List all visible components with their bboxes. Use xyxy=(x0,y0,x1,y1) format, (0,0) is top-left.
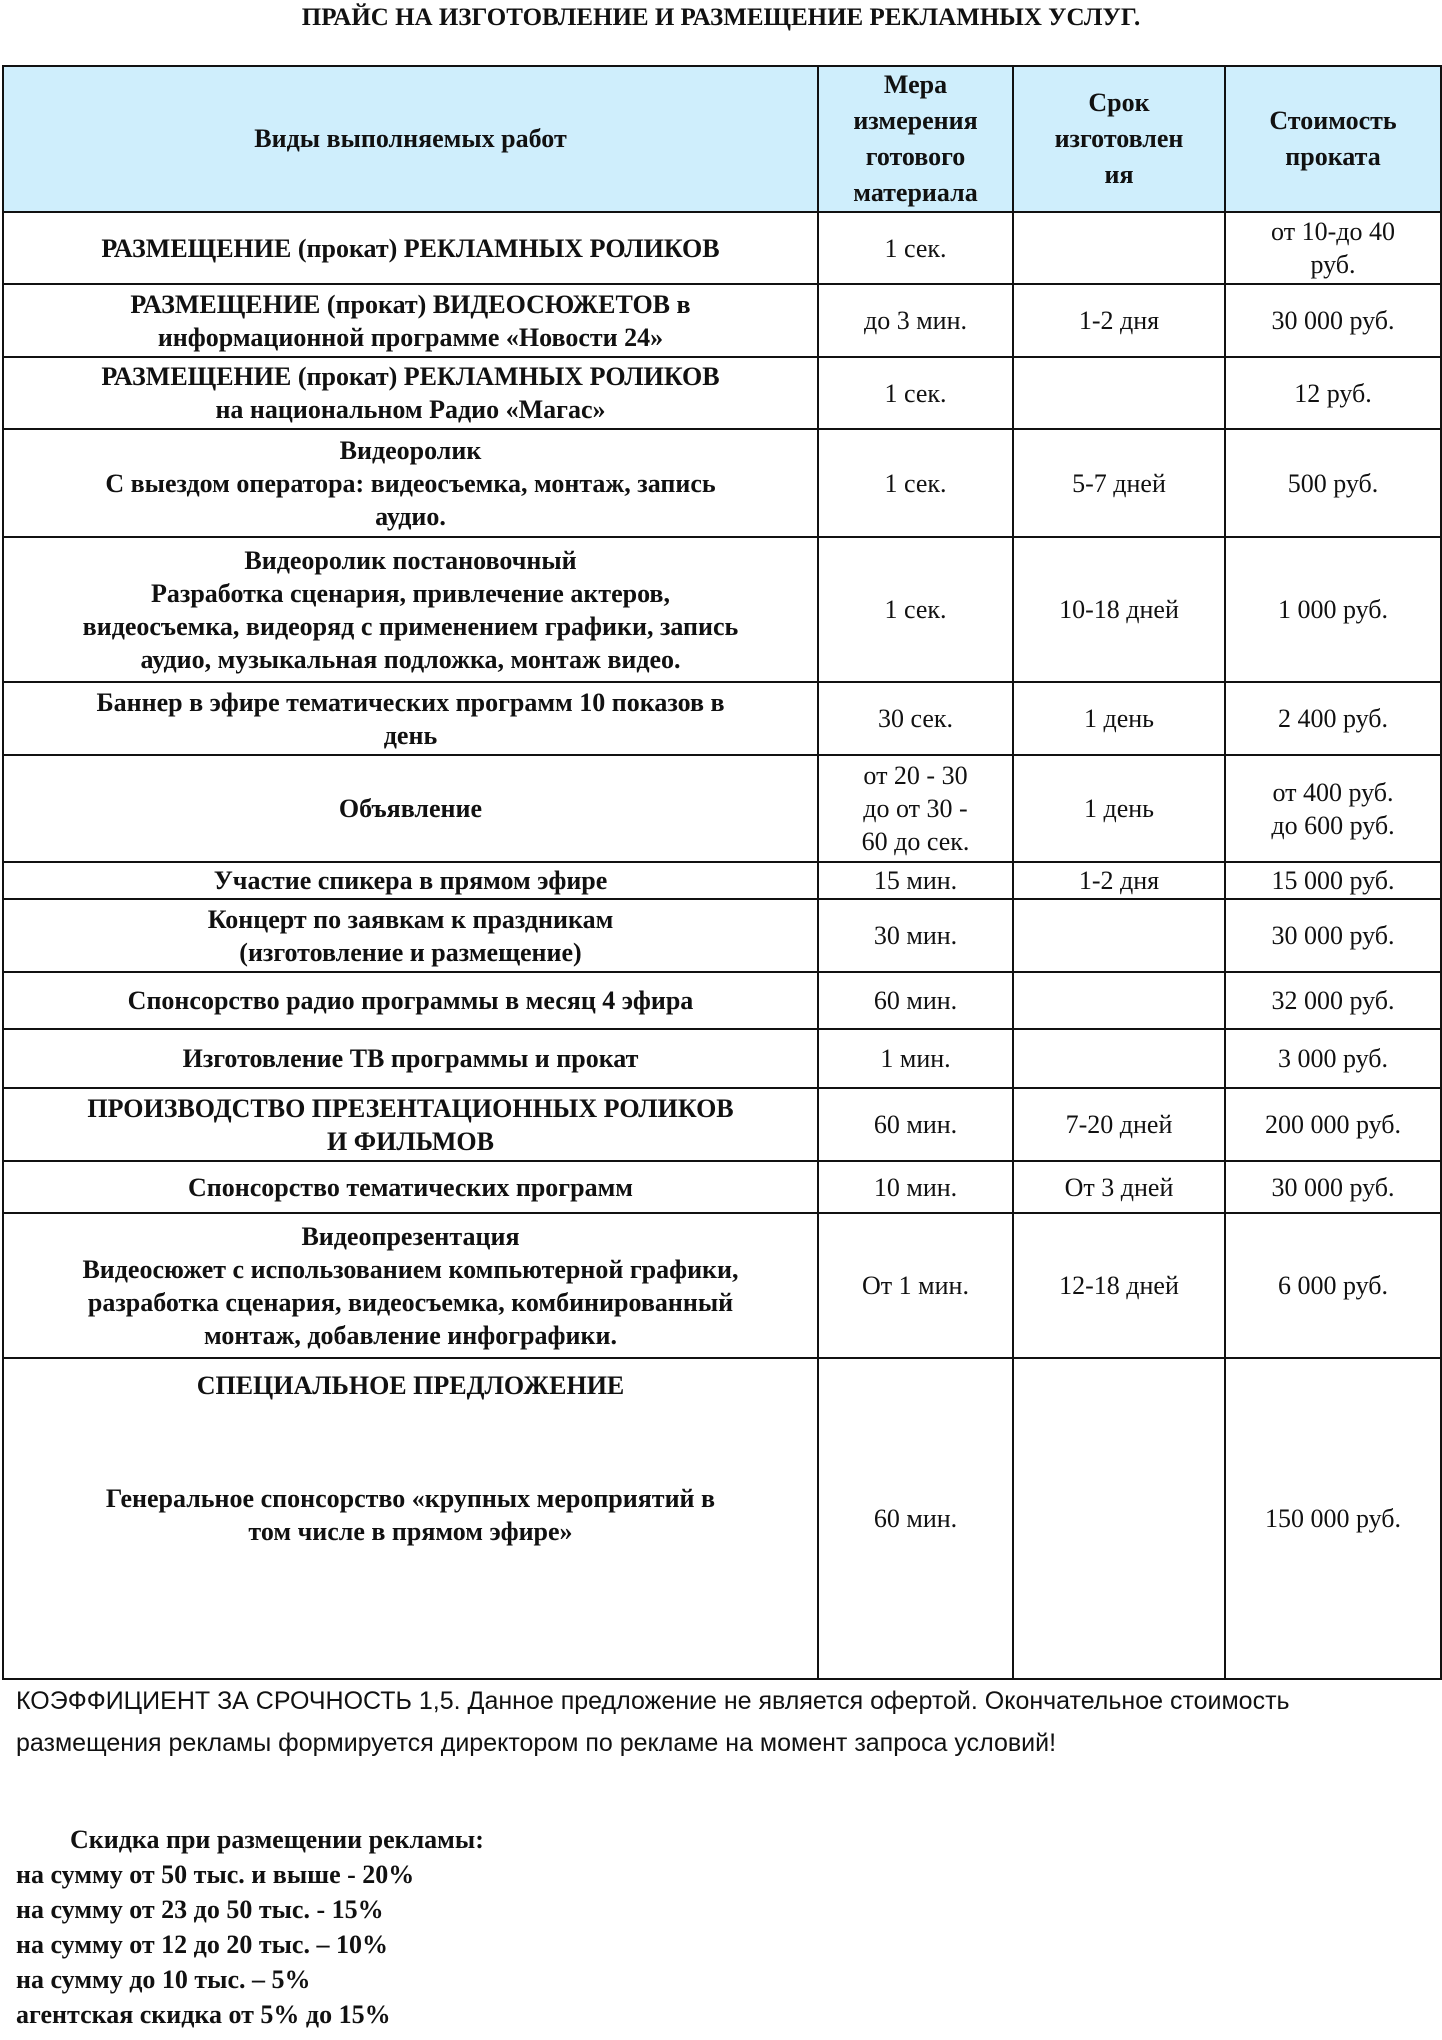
header-price: Стоимость проката xyxy=(1225,66,1441,212)
table-row xyxy=(3,429,1441,537)
header-measure: Мера измерения готового материала xyxy=(818,66,1013,212)
table-row xyxy=(3,1161,1441,1213)
cell-measure: 60 мин. xyxy=(818,972,1013,1029)
cell-work: Объявление xyxy=(3,755,818,862)
cell-price: от 10-до 40 руб. xyxy=(1225,212,1441,284)
table-row xyxy=(3,899,1441,972)
cell-price: 6 000 руб. xyxy=(1225,1213,1441,1358)
cell-term xyxy=(1013,1358,1225,1679)
discount-item: на сумму до 10 тыс. – 5% xyxy=(16,1965,311,1994)
cell-term: 1 день xyxy=(1013,755,1225,862)
cell-measure: 10 мин. xyxy=(818,1161,1013,1213)
cell-measure: 30 сек. xyxy=(818,682,1013,755)
cell-work: ПРОИЗВОДСТВО ПРЕЗЕНТАЦИОННЫХ РОЛИКОВ И ФИЛЬМОВ xyxy=(3,1088,818,1161)
cell-work: Видеоролик С выездом оператора: видеосъемка, монтаж, запись аудио. xyxy=(3,429,818,537)
discount-item: на сумму от 23 до 50 тыс. - 15% xyxy=(16,1895,384,1924)
discount-item: на сумму от 12 до 20 тыс. – 10% xyxy=(16,1930,388,1959)
special-offer-text: Генеральное спонсорство «крупных мероприятий в том числе в прямом эфире» xyxy=(105,1484,716,1546)
cell-term: 5-7 дней xyxy=(1013,429,1225,537)
table-header-row xyxy=(3,66,1441,212)
cell-term: 1 день xyxy=(1013,682,1225,755)
cell-measure: 60 мин. xyxy=(818,1358,1013,1679)
cell-term xyxy=(1013,357,1225,429)
table-row xyxy=(3,1029,1441,1088)
cell-price: от 400 руб. до 600 руб. xyxy=(1225,755,1441,862)
discount-item: на сумму от 50 тыс. и выше - 20% xyxy=(16,1860,415,1889)
table-row xyxy=(3,537,1441,682)
cell-term: 10-18 дней xyxy=(1013,537,1225,682)
header-term: Срок изготовлен ия xyxy=(1013,66,1225,212)
cell-price: 12 руб. xyxy=(1225,357,1441,429)
cell-work: Участие спикера в прямом эфире xyxy=(3,862,818,899)
cell-price: 30 000 руб. xyxy=(1225,1161,1441,1213)
cell-price: 32 000 руб. xyxy=(1225,972,1441,1029)
discounts-heading: Скидка при размещении рекламы: xyxy=(70,1825,484,1854)
table-row xyxy=(3,357,1441,429)
table-row xyxy=(3,1088,1441,1161)
discount-item: агентская скидка от 5% до 15% xyxy=(16,2000,391,2029)
cell-price: 3 000 руб. xyxy=(1225,1029,1441,1088)
cell-price: 2 400 руб. xyxy=(1225,682,1441,755)
cell-measure: 60 мин. xyxy=(818,1088,1013,1161)
cell-price: 200 000 руб. xyxy=(1225,1088,1441,1161)
table-row xyxy=(3,284,1441,357)
cell-work: Видеопрезентация Видеосюжет с использованием компьютерной графики, разработка сценария, видеосъемка, комбинированный монтаж, добавление инфографики. xyxy=(3,1213,818,1358)
cell-term xyxy=(1013,899,1225,972)
cell-term xyxy=(1013,1029,1225,1088)
table-row xyxy=(3,682,1441,755)
table-row xyxy=(3,212,1441,284)
cell-measure: 15 мин. xyxy=(818,862,1013,899)
cell-measure: 1 сек. xyxy=(818,357,1013,429)
table-row xyxy=(3,755,1441,862)
cell-work: Концерт по заявкам к праздникам (изготовление и размещение) xyxy=(3,899,818,972)
table-row xyxy=(3,972,1441,1029)
special-offer-title: СПЕЦИАЛЬНОЕ ПРЕДЛОЖЕНИЕ xyxy=(196,1371,625,1400)
table-row-special-offer xyxy=(3,1358,1441,1679)
cell-term: От 3 дней xyxy=(1013,1161,1225,1213)
cell-term xyxy=(1013,972,1225,1029)
cell-price: 30 000 руб. xyxy=(1225,899,1441,972)
cell-measure: 30 мин. xyxy=(818,899,1013,972)
cell-term xyxy=(1013,212,1225,284)
cell-work: Спонсорство радио программы в месяц 4 эфира xyxy=(3,972,818,1029)
cell-price: 1 000 руб. xyxy=(1225,537,1441,682)
cell-measure: 1 сек. xyxy=(818,429,1013,537)
discounts-block xyxy=(16,1822,916,2032)
cell-work: РАЗМЕЩЕНИЕ (прокат) РЕКЛАМНЫХ РОЛИКОВ на национальном Радио «Магас» xyxy=(3,357,818,429)
cell-work: Баннер в эфире тематических программ 10 показов в день xyxy=(3,682,818,755)
cell-term: 7-20 дней xyxy=(1013,1088,1225,1161)
cell-price: 15 000 руб. xyxy=(1225,862,1441,899)
page-title: ПРАЙС НА ИЗГОТОВЛЕНИЕ И РАЗМЕЩЕНИЕ РЕКЛАМНЫХ УСЛУГ. xyxy=(301,4,1141,31)
price-table xyxy=(2,65,1442,1680)
cell-measure: до 3 мин. xyxy=(818,284,1013,357)
cell-term: 1-2 дня xyxy=(1013,284,1225,357)
cell-work: РАЗМЕЩЕНИЕ (прокат) ВИДЕОСЮЖЕТОВ в информационной программе «Новости 24» xyxy=(3,284,818,357)
table-row xyxy=(3,862,1441,899)
cell-term: 12-18 дней xyxy=(1013,1213,1225,1358)
cell-measure: 1 сек. xyxy=(818,537,1013,682)
cell-work: Спонсорство тематических программ xyxy=(3,1161,818,1213)
cell-price: 30 000 руб. xyxy=(1225,284,1441,357)
cell-price: 150 000 руб. xyxy=(1225,1358,1441,1679)
cell-measure: 1 сек. xyxy=(818,212,1013,284)
cell-measure: от 20 - 30 до от 30 - 60 до сек. xyxy=(818,755,1013,862)
cell-term: 1-2 дня xyxy=(1013,862,1225,899)
cell-work xyxy=(3,1358,818,1679)
cell-measure: От 1 мин. xyxy=(818,1213,1013,1358)
table-row xyxy=(3,1213,1441,1358)
cell-work: Изготовление ТВ программы и прокат xyxy=(3,1029,818,1088)
cell-measure: 1 мин. xyxy=(818,1029,1013,1088)
cell-price: 500 руб. xyxy=(1225,429,1441,537)
cell-work: Видеоролик постановочный Разработка сценария, привлечение актеров, видеосъемка, видеоряд с применением графики, запись аудио, музыкальная подложка, монтаж видео. xyxy=(3,537,818,682)
urgency-note: КОЭФФИЦИЕНТ ЗА СРОЧНОСТЬ 1,5. Данное предложение не является офертой. Окончательное стоимость размещения рекламы формируется директором по рекламе на момент запроса условий! xyxy=(16,1687,1290,1757)
header-work: Виды выполняемых работ xyxy=(3,66,818,212)
cell-work: РАЗМЕЩЕНИЕ (прокат) РЕКЛАМНЫХ РОЛИКОВ xyxy=(3,212,818,284)
